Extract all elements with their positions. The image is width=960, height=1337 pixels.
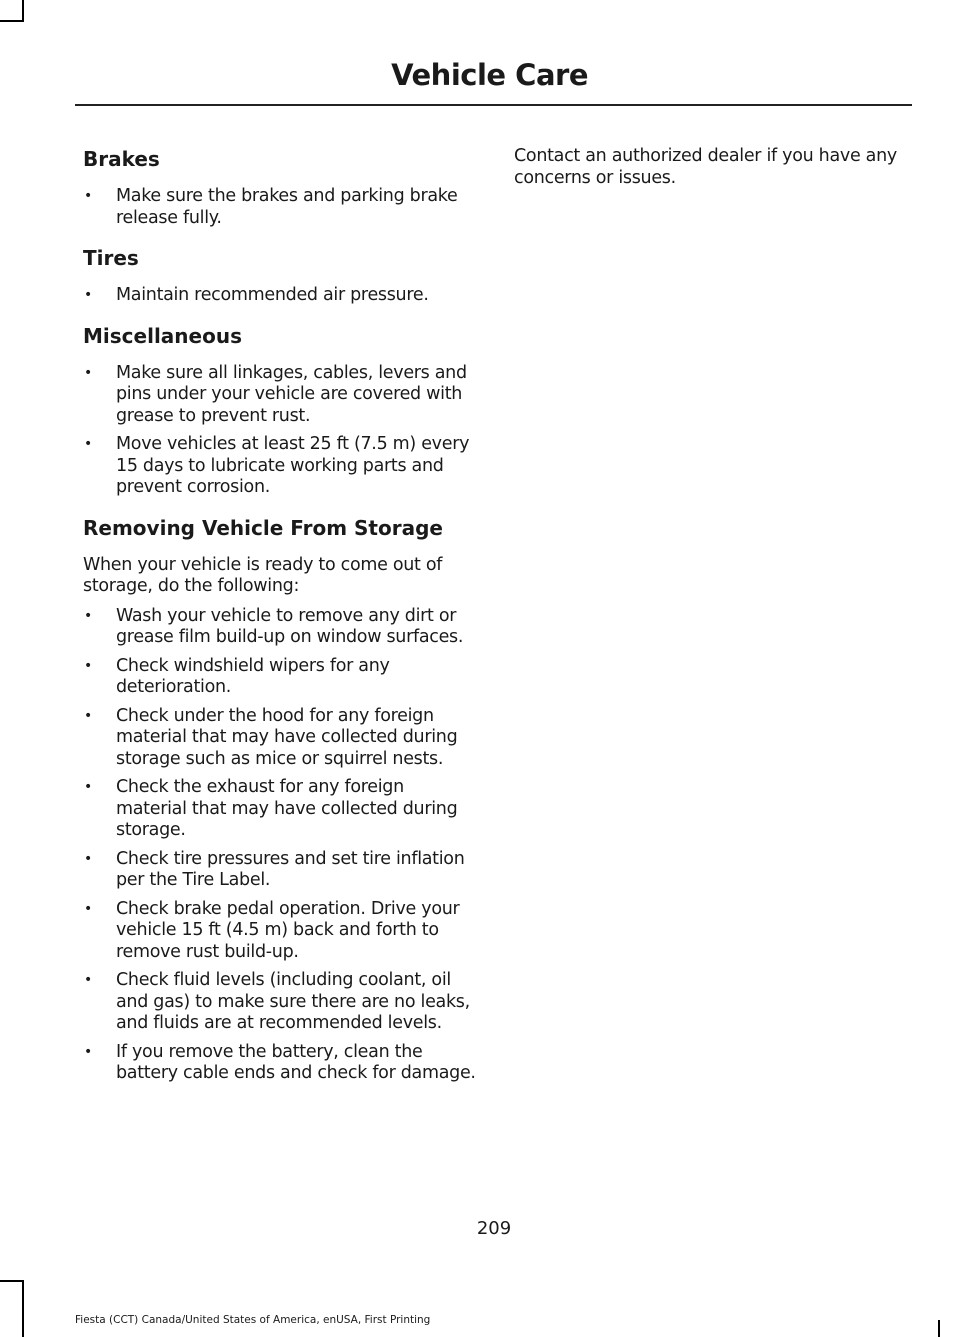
section-heading: Miscellaneous bbox=[83, 323, 242, 348]
bullet-list bbox=[83, 363, 478, 499]
page-number: 209 bbox=[476, 1218, 512, 1239]
list-item: • Move vehicles at least 25 ft (7.5 m) every 15 days to lubricate working parts and prevent corrosion. bbox=[83, 434, 478, 499]
list-item: • Check the exhaust for any foreign material that may have collected during storage. bbox=[83, 777, 478, 842]
list-item: • If you remove the battery, clean the battery cable ends and check for damage. bbox=[83, 1042, 478, 1085]
footer-text: Fiesta (CCT) Canada/United States of America, enUSA, First Printing bbox=[75, 1314, 431, 1326]
section-brakes bbox=[83, 146, 478, 229]
list-item: • Wash your vehicle to remove any dirt or grease film build-up on window surfaces. bbox=[83, 606, 478, 649]
list-item: • Check fluid levels (including coolant, oil and gas) to make sure there are no leaks, and fluids are at recommended levels. bbox=[83, 970, 478, 1035]
list-item: • Make sure all linkages, cables, levers and pins under your vehicle are covered with grease to prevent rust. bbox=[83, 363, 478, 428]
list-item: • Check brake pedal operation. Drive your vehicle 15 ft (4.5 m) back and forth to remove rust build-up. bbox=[83, 899, 478, 964]
bullet-list bbox=[83, 186, 478, 229]
bullet-list bbox=[83, 606, 478, 1085]
crop-mark-top-left bbox=[22, 0, 24, 22]
list-item: • Make sure the brakes and parking brake release fully. bbox=[83, 186, 478, 229]
section-removing-from-storage bbox=[83, 515, 478, 1085]
header-divider bbox=[75, 104, 912, 106]
section-heading: Tires bbox=[83, 246, 139, 270]
list-item: • Check windshield wipers for any deterioration. bbox=[83, 656, 478, 699]
page-title: Vehicle Care bbox=[391, 58, 588, 92]
crop-mark-bottom-left bbox=[22, 1280, 24, 1337]
section-tires bbox=[83, 245, 478, 307]
section-heading: Brakes bbox=[83, 147, 160, 171]
left-column bbox=[83, 146, 478, 1092]
right-column bbox=[514, 146, 904, 197]
section-miscellaneous bbox=[83, 323, 478, 499]
crop-mark-top-left bbox=[0, 20, 24, 22]
section-intro: When your vehicle is ready to come out of storage, do the following: bbox=[83, 554, 443, 596]
contact-dealer-paragraph: Contact an authorized dealer if you have any concerns or issues. bbox=[514, 146, 897, 188]
list-item: • Maintain recommended air pressure. bbox=[83, 285, 478, 307]
list-item: • Check under the hood for any foreign material that may have collected during storage such as mice or squirrel nests. bbox=[83, 706, 478, 771]
crop-mark-bottom-right bbox=[938, 1320, 940, 1337]
bullet-list bbox=[83, 285, 478, 307]
crop-mark-bottom-left bbox=[0, 1280, 24, 1282]
list-item: • Check tire pressures and set tire inflation per the Tire Label. bbox=[83, 849, 478, 892]
section-heading: Removing Vehicle From Storage bbox=[83, 515, 443, 540]
